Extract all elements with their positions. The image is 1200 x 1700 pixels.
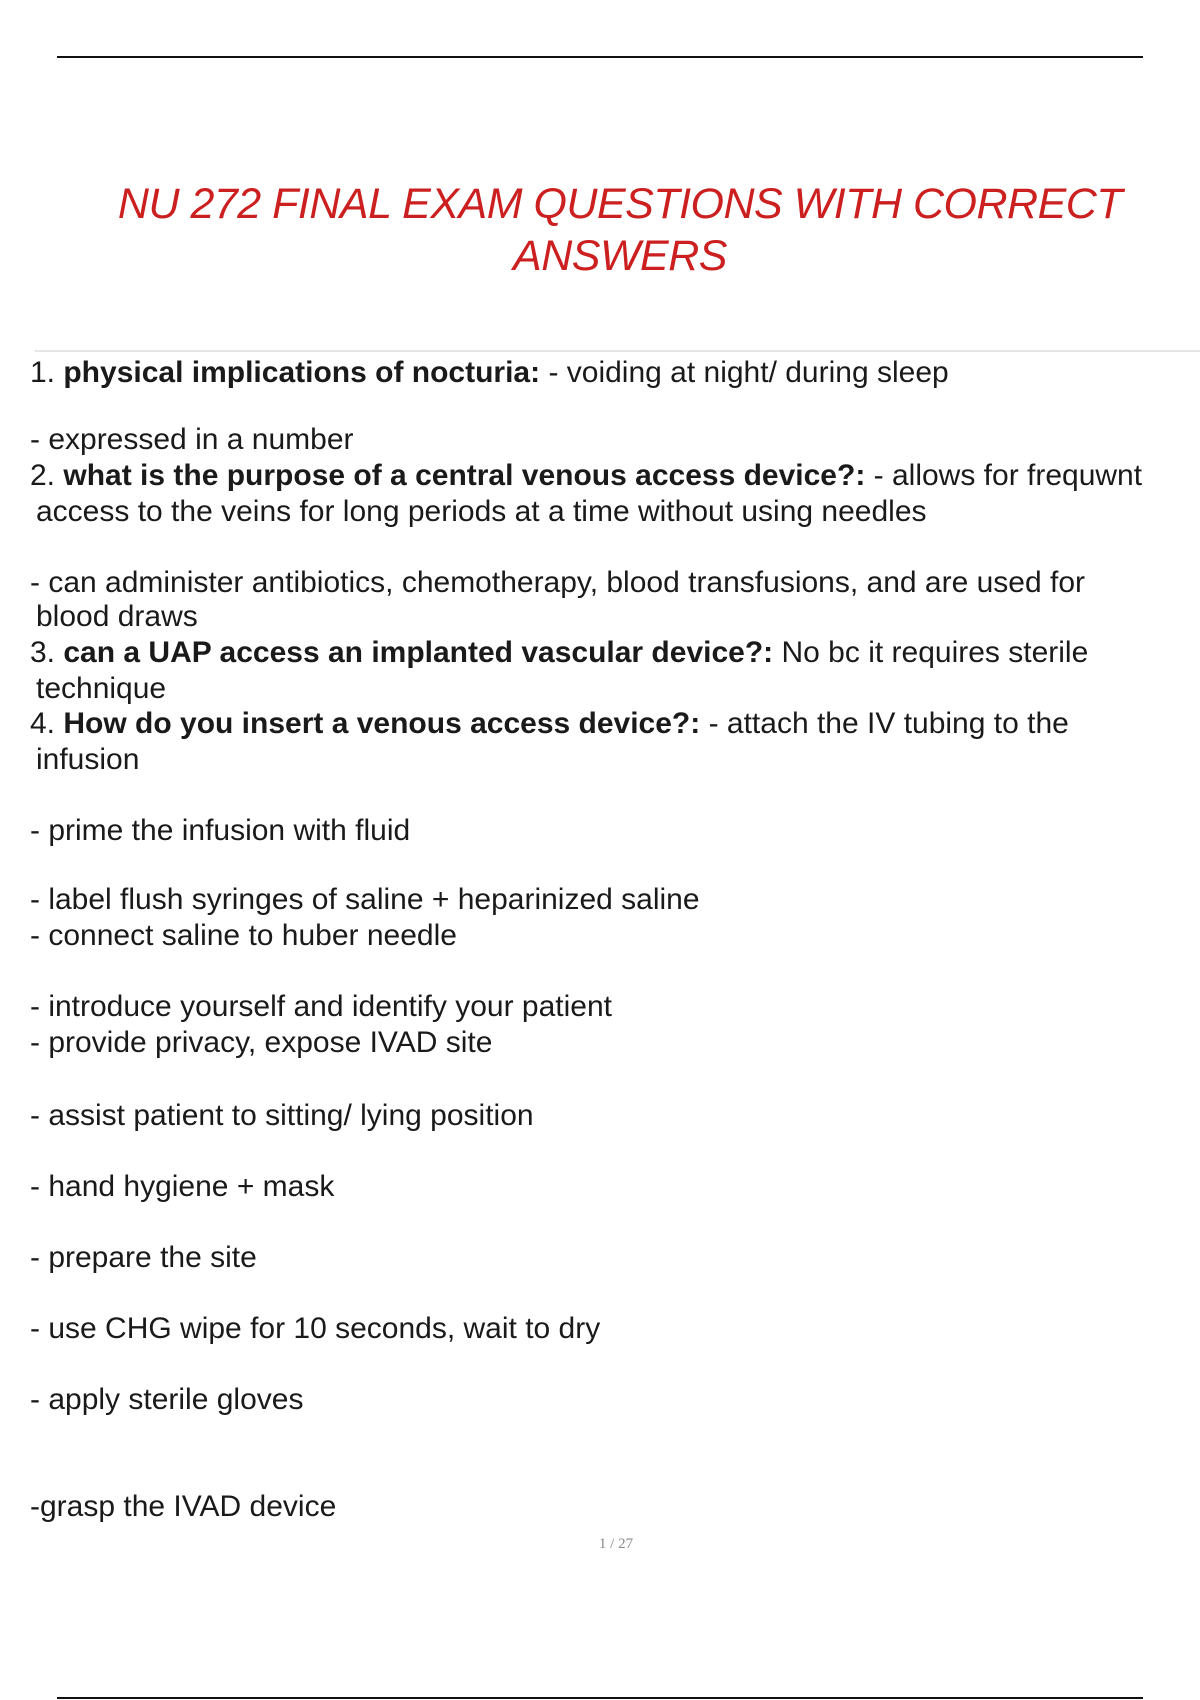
answer-continuation: access to the veins for long periods at a time without using needles xyxy=(36,495,927,528)
answer-bullet: - introduce yourself and identify your patient xyxy=(30,990,612,1023)
answer-bullet: - prime the infusion with fluid xyxy=(30,814,411,847)
answer-bullet: - assist patient to sitting/ lying position xyxy=(30,1099,534,1132)
title-line-1: NU 272 FINAL EXAM QUESTIONS WITH CORRECT xyxy=(117,180,1123,228)
question-number: 4. xyxy=(30,707,64,740)
answer-continuation: infusion xyxy=(36,743,140,776)
question-number: 1. xyxy=(30,356,64,389)
answer-text: - allows for frequwnt xyxy=(865,459,1143,492)
question-1 xyxy=(30,355,1165,391)
top-rule xyxy=(57,56,1143,58)
answer-bullet: - expressed in a number xyxy=(30,423,354,456)
answer-text: - attach the IV tubing to the xyxy=(700,707,1069,740)
answer-bullet: - apply sterile gloves xyxy=(30,1383,304,1416)
question-number: 2. xyxy=(30,459,64,492)
answer-bullet: - connect saline to huber needle xyxy=(30,919,457,952)
document-title xyxy=(60,178,1180,282)
question-text: what is the purpose of a central venous access device?: xyxy=(63,459,866,492)
bottom-rule xyxy=(57,1697,1143,1699)
answer-continuation: blood draws xyxy=(36,600,198,633)
answer-text: - voiding at night/ during sleep xyxy=(540,356,949,389)
question-text: How do you insert a venous access device?: xyxy=(63,707,701,740)
question-text: physical implications of nocturia: xyxy=(63,356,541,389)
title-divider xyxy=(35,350,1200,352)
answer-bullet: - can administer antibiotics, chemotherapy, blood transfusions, and are used for xyxy=(30,566,1086,599)
answer-text: No bc it requires sterile xyxy=(773,636,1089,669)
question-2 xyxy=(30,458,1165,494)
answer-bullet: - hand hygiene + mask xyxy=(30,1170,335,1203)
question-number: 3. xyxy=(30,636,64,669)
answer-continuation: technique xyxy=(36,672,167,705)
page-indicator: 1 / 27 xyxy=(598,1536,634,1552)
answer-bullet: - prepare the site xyxy=(30,1241,257,1274)
question-3 xyxy=(30,635,1165,671)
answer-bullet: -grasp the IVAD device xyxy=(30,1490,337,1523)
answer-bullet: - provide privacy, expose IVAD site xyxy=(30,1026,493,1059)
answer-bullet: - label flush syringes of saline + heparinized saline xyxy=(30,883,700,916)
answer-bullet: - use CHG wipe for 10 seconds, wait to dry xyxy=(30,1312,601,1345)
question-text: can a UAP access an implanted vascular device?: xyxy=(63,636,774,669)
title-line-2: ANSWERS xyxy=(513,232,727,280)
question-4 xyxy=(30,706,1165,742)
